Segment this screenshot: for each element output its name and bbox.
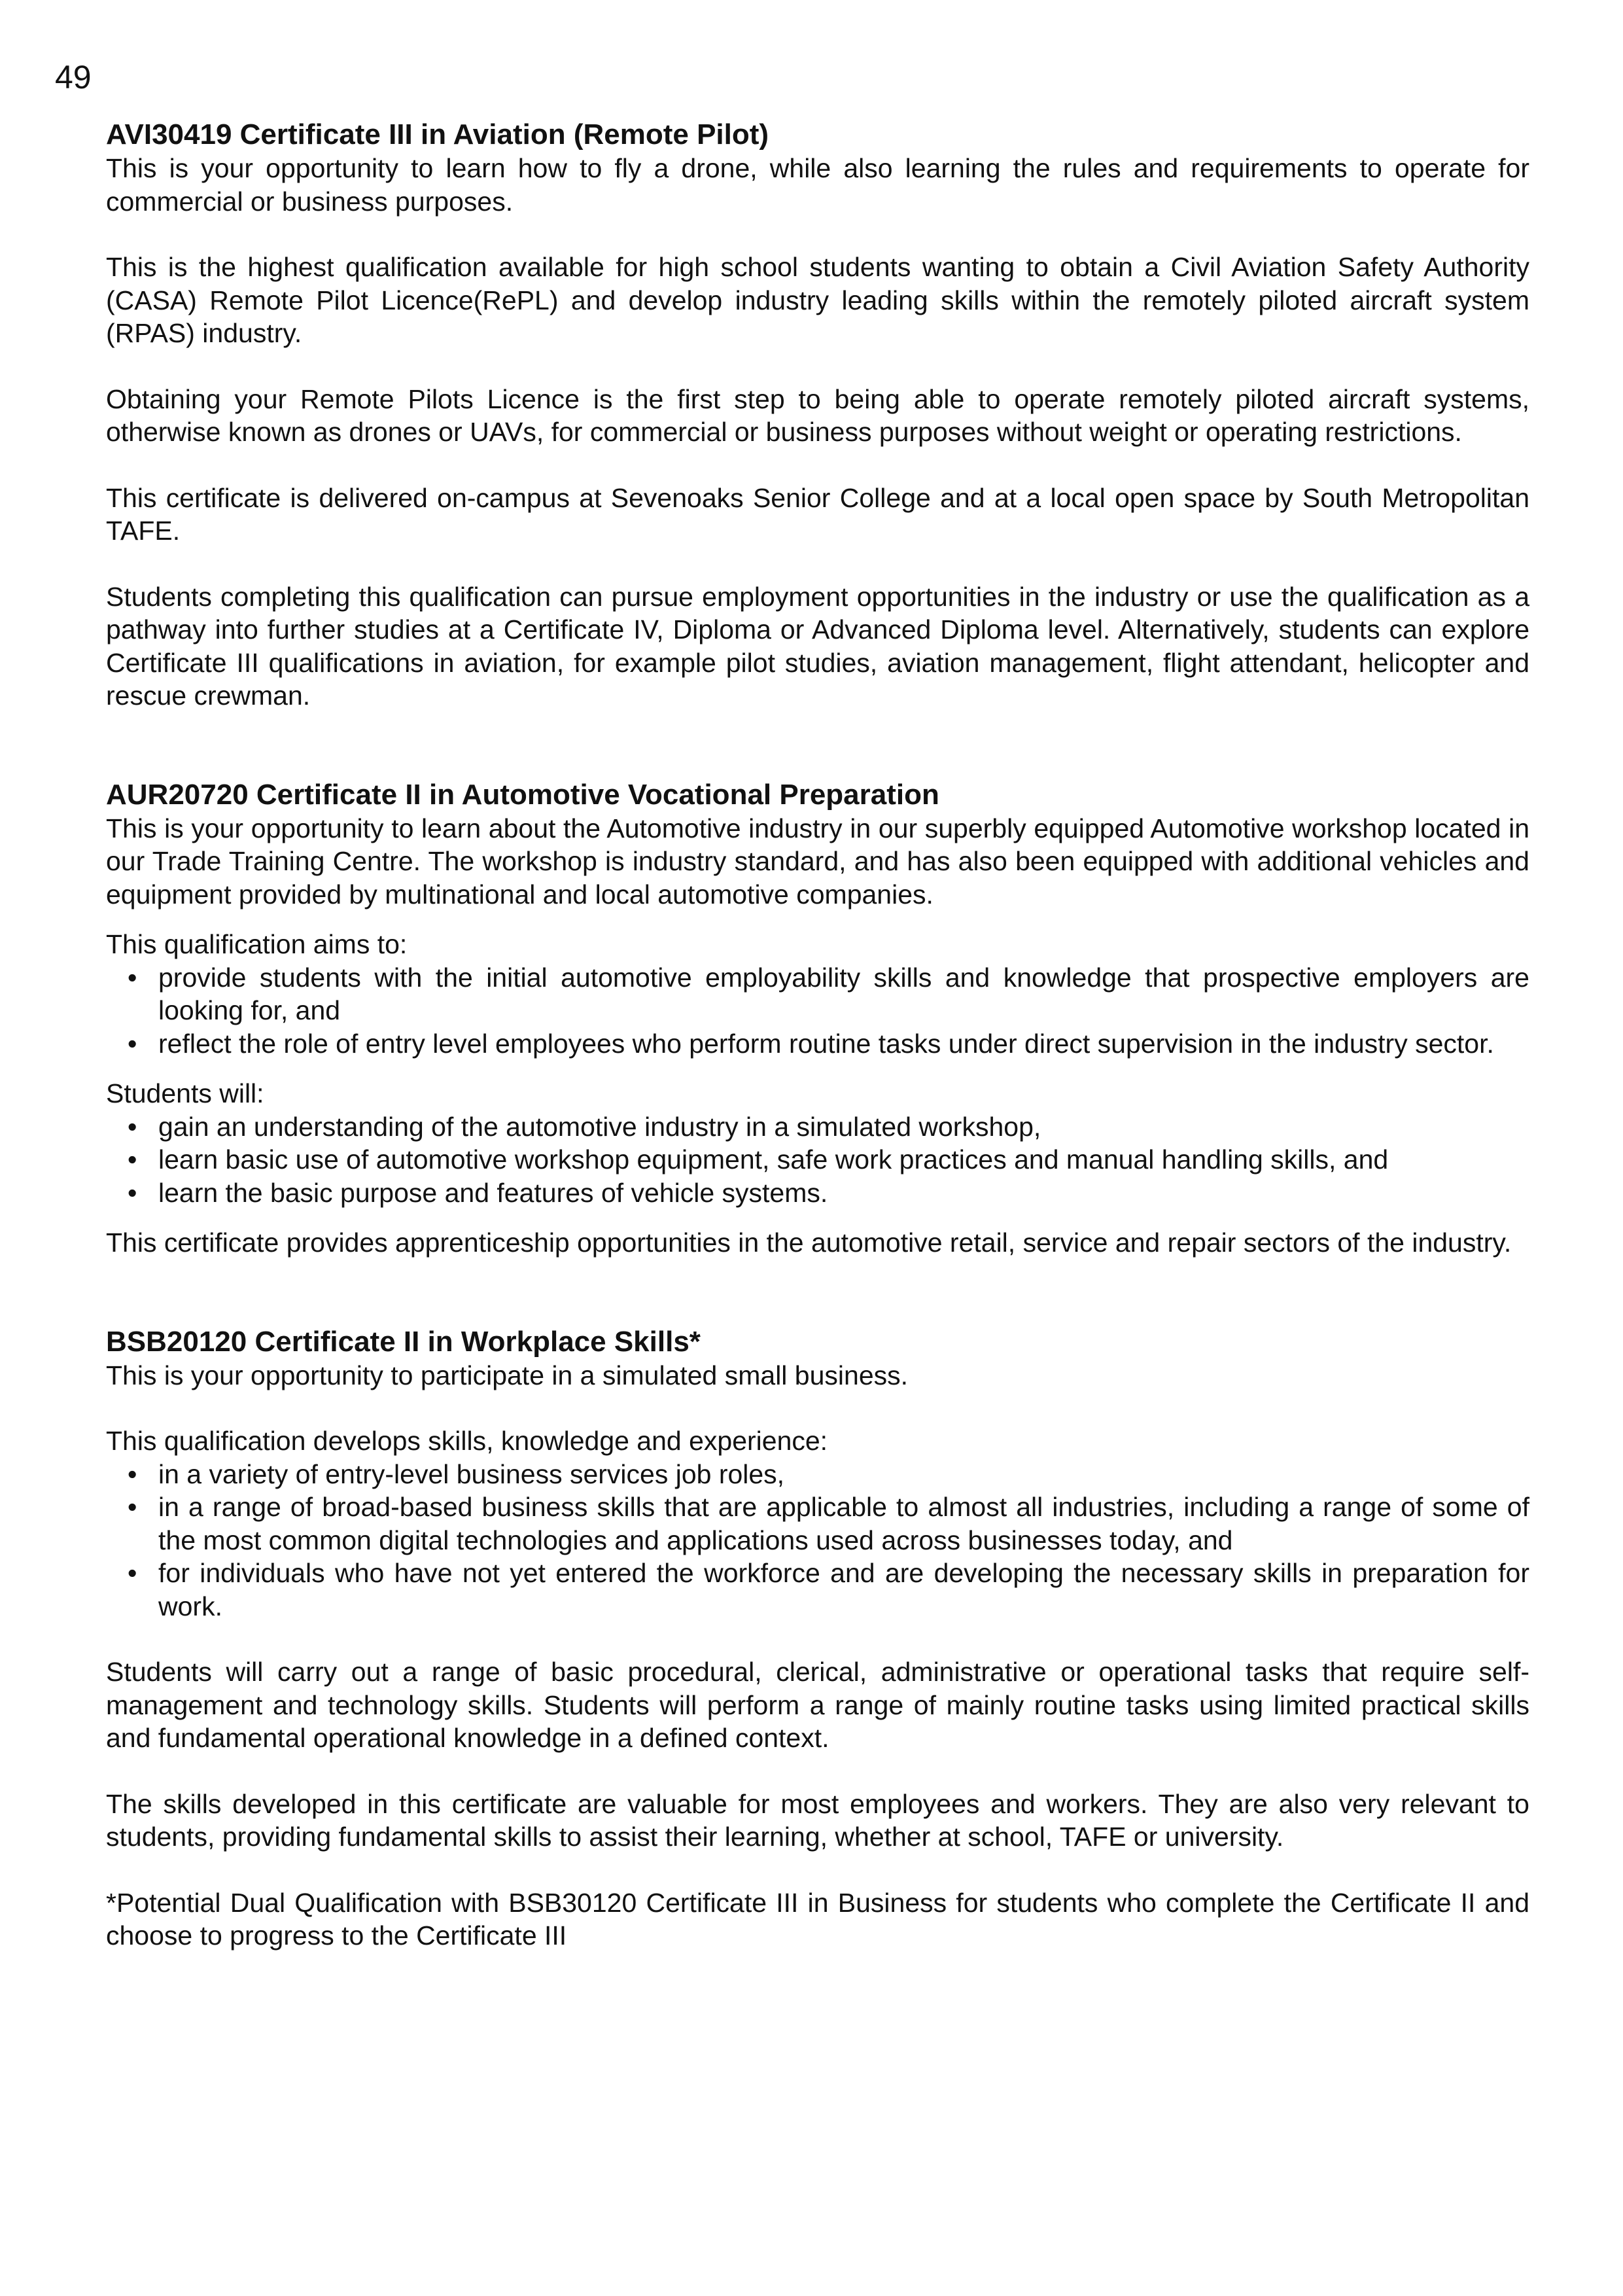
section-automotive (106, 778, 1529, 1260)
bullet-icon: • (128, 1458, 137, 1489)
list-item-text: in a variety of entry-level business services job roles, (158, 1458, 785, 1489)
list-item-text: reflect the role of entry level employees who perform routine tasks under direct supervision in the industry sector. (158, 1028, 1494, 1059)
list-item-text: for individuals who have not yet entered the workforce and are developing the necessary skills in preparation for work. (158, 1558, 1529, 1621)
page-number: 49 (55, 59, 92, 96)
develops-list (106, 1458, 1529, 1623)
list-item-text: learn basic use of automotive workshop equipment, safe work practices and manual handling skills, and (158, 1144, 1389, 1174)
bullet-icon: • (128, 1144, 137, 1174)
list-item-text: in a range of broad-based business skills that are applicable to almost all industries, including a range of some of the most common digital technologies and applications used across businesses today, and (158, 1492, 1529, 1555)
list-item (106, 1491, 1529, 1557)
section-heading: BSB20120 Certificate II in Workplace Skills* (106, 1325, 701, 1358)
paragraph: Students completing this qualification can pursue employment opportunities in the industry or use the qualification as a pathway into further studies at a Certificate IV, Diploma or Advanced Diploma level. Alternatively, students can explore Certificate III qualifications in aviation, for example pilot studies, aviation management, flight attendant, helicopter and rescue crewman. (106, 581, 1529, 711)
list-item (106, 961, 1529, 1027)
list-item (106, 1110, 1529, 1144)
paragraph: This is your opportunity to learn about the Automotive industry in our superbly equipped Automotive workshop located in our Trade Training Centre. The workshop is industry standard, and has also been equipped with additional vehicles and equipment provided by multinational and local automotive companies. (106, 813, 1529, 910)
bullet-icon: • (128, 1177, 137, 1208)
page-content (106, 118, 1529, 1952)
bullet-icon: • (128, 1028, 137, 1059)
bullet-icon: • (128, 962, 137, 993)
section-heading: AVI30419 Certificate III in Aviation (Remote Pilot) (106, 118, 769, 150)
list-item-text: provide students with the initial automotive employability skills and knowledge that prospective employers are looking for, and (158, 962, 1529, 1025)
list-intro: This qualification aims to: (106, 929, 408, 959)
list-item (106, 1143, 1529, 1176)
paragraph: The skills developed in this certificate are valuable for most employees and workers. They are also very relevant to students, providing fundamental skills to assist their learning, whether at school, TAFE or university. (106, 1788, 1529, 1852)
paragraph: Students will carry out a range of basic procedural, clerical, administrative or operational tasks that require self-management and technology skills. Students will perform a range of mainly routine tasks using limited practical skills and fundamental operational knowledge in a defined context. (106, 1657, 1529, 1753)
section-workplace-skills (106, 1325, 1529, 1952)
aims-list (106, 961, 1529, 1061)
paragraph: This is the highest qualification available for high school students wanting to obtain a Civil Aviation Safety Authority (CASA) Remote Pilot Licence(RePL) and develop industry leading skills within the remotely piloted aircraft system (RPAS) industry. (106, 252, 1529, 348)
list-item-text: learn the basic purpose and features of vehicle systems. (158, 1177, 828, 1208)
bullet-icon: • (128, 1111, 137, 1142)
section-heading: AUR20720 Certificate II in Automotive Vocational Preparation (106, 778, 939, 811)
students-will-list (106, 1110, 1529, 1210)
list-item-text: gain an understanding of the automotive industry in a simulated workshop, (158, 1111, 1041, 1142)
paragraph: This is your opportunity to learn how to fly a drone, while also learning the rules and requirements to operate for commercial or business purposes. (106, 153, 1529, 217)
list-item (106, 1458, 1529, 1491)
footnote: *Potential Dual Qualification with BSB30120 Certificate III in Business for students who complete the Certificate II and choose to progress to the Certificate III (106, 1887, 1529, 1951)
list-intro: This qualification develops skills, knowledge and experience: (106, 1426, 828, 1456)
paragraph: This is your opportunity to participate in a simulated small business. (106, 1360, 909, 1390)
list-item (106, 1176, 1529, 1210)
list-item (106, 1557, 1529, 1623)
list-intro: Students will: (106, 1078, 264, 1108)
bullet-icon: • (128, 1558, 137, 1588)
list-item (106, 1027, 1529, 1061)
bullet-icon: • (128, 1492, 137, 1522)
section-aviation (106, 118, 1529, 713)
paragraph: Obtaining your Remote Pilots Licence is the first step to being able to operate remotely piloted aircraft systems, otherwise known as drones or UAVs, for commercial or business purposes without weight or operating restrictions. (106, 383, 1529, 447)
paragraph: This certificate provides apprenticeship opportunities in the automotive retail, service and repair sectors of the industry. (106, 1227, 1512, 1258)
paragraph: This certificate is delivered on-campus at Sevenoaks Senior College and at a local open space by South Metropolitan TAFE. (106, 482, 1529, 546)
